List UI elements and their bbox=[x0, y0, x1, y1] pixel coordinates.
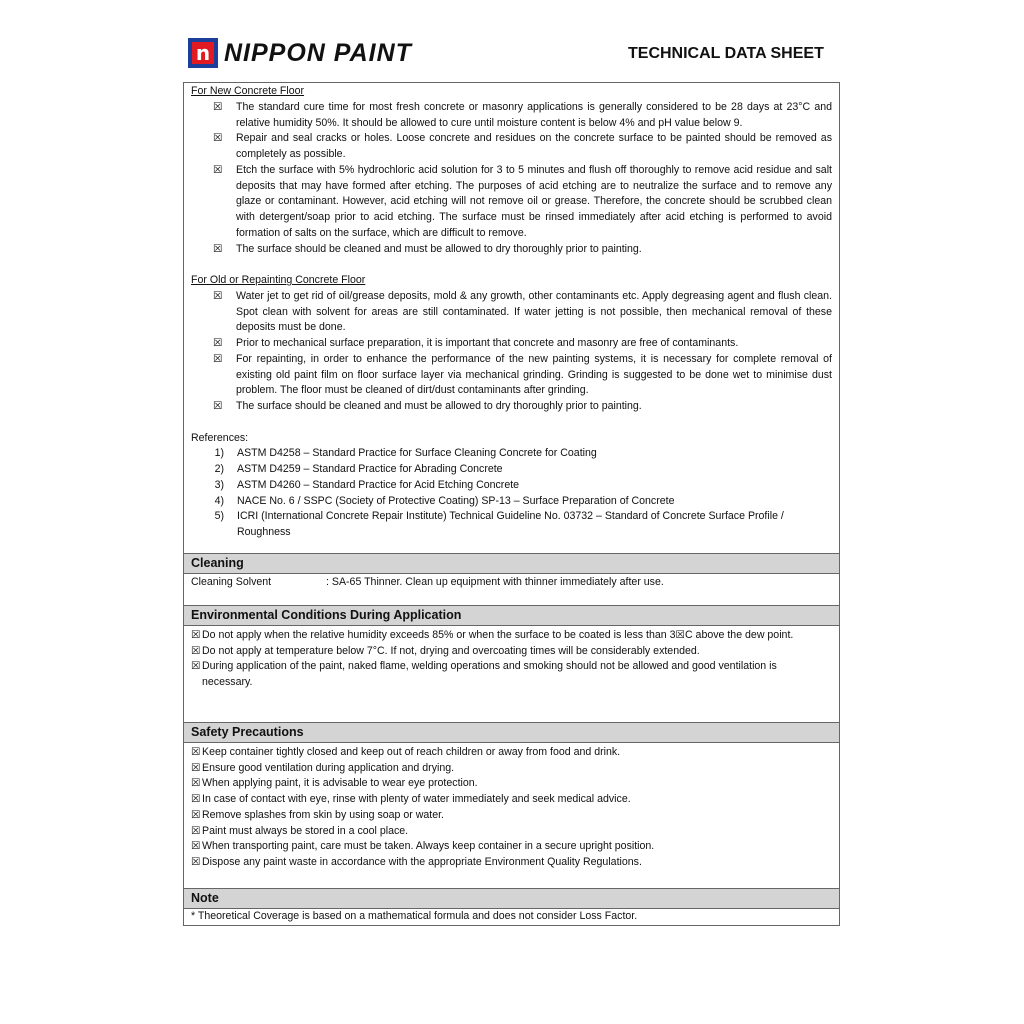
new-floor-subtitle: For New Concrete Floor bbox=[191, 85, 305, 97]
reference-number: 4) bbox=[214, 494, 224, 507]
bullet-icon: ☒ bbox=[213, 337, 223, 349]
list-item bbox=[184, 824, 839, 840]
reference-number: 2) bbox=[214, 463, 224, 475]
bullet-icon: ☒ bbox=[191, 808, 201, 821]
list-item-text: Keep container tightly closed and keep out of reach children or away from food and drink. bbox=[202, 745, 621, 758]
list-item bbox=[184, 776, 839, 792]
bullet-icon: ☒ bbox=[213, 352, 223, 365]
logo-mark-icon: n bbox=[188, 38, 218, 68]
bullet-icon: ☒ bbox=[191, 777, 201, 790]
list-item bbox=[184, 131, 839, 163]
bullet-icon: ☒ bbox=[191, 824, 201, 837]
cleaning-section bbox=[184, 553, 839, 605]
environment-heading: Environmental Conditions During Application bbox=[184, 606, 839, 626]
cleaning-value: : SA-65 Thinner. Clean up equipment with thinner immediately after use. bbox=[326, 575, 664, 588]
references-list bbox=[184, 446, 839, 541]
bullet-icon: ☒ bbox=[191, 660, 201, 673]
document-title: TECHNICAL DATA SHEET bbox=[628, 45, 824, 62]
list-item-text: Etch the surface with 5% hydrochloric acid solution for 3 to 5 minutes and flush off thoroughly to remove acid residue and salt deposits that may have formed after etching. The purposes of acid etching are to neutralize the surface and to remove any glaze or contaminant. However, acid etching will not remove oil or grease. Therefore, the concrete should be scrubbed clean with detergent/soap prior to acid etching. The surface must be rinsed immediately after acid etching is performed to avoid formation of salts on the surface, which are difficult to remove. bbox=[236, 163, 832, 239]
surface-preparation-section bbox=[184, 83, 839, 553]
list-item bbox=[184, 761, 839, 777]
safety-list bbox=[184, 743, 839, 871]
list-item bbox=[184, 659, 839, 691]
bullet-icon: ☒ bbox=[213, 163, 223, 176]
bullet-icon: ☒ bbox=[213, 242, 223, 255]
list-item-text: The standard cure time for most fresh concrete or masonry applications is generally considered to be 28 days at 23°C and relative humidity 50%. It should be allowed to cure until moisture content is below 4% and pH value below 9. bbox=[236, 100, 832, 129]
references-title: References: bbox=[191, 431, 249, 444]
reference-number: 5) bbox=[214, 510, 224, 523]
list-item-text: During application of the paint, naked flame, welding operations and smoking should not be allowed and good ventilation is necessary. bbox=[202, 660, 777, 688]
list-item bbox=[184, 628, 839, 644]
environment-list bbox=[184, 626, 839, 691]
old-floor-list bbox=[184, 289, 839, 415]
list-item-text: For repainting, in order to enhance the performance of the new painting systems, it is necessary for complete removal of existing old paint film on floor surface layer via mechanical grinding. Grinding is suggested to be done wet to minimise dust problem. The floor must be cleaned of dirt/dust contaminants after grinding. bbox=[236, 352, 832, 397]
note-text: * Theoretical Coverage is based on a mathematical formula and does not consider Loss Factor. bbox=[191, 909, 638, 922]
nippon-paint-logo bbox=[188, 38, 412, 68]
list-item-text: Repair and seal cracks or holes. Loose concrete and residues on the concrete surface to be painted should be removed as completely as possible. bbox=[236, 132, 832, 160]
list-item bbox=[184, 745, 839, 761]
list-item-text: The surface should be cleaned and must be allowed to dry thoroughly prior to painting. bbox=[236, 400, 642, 412]
list-item bbox=[184, 100, 839, 132]
list-item-text: When transporting paint, care must be taken. Always keep container in a secure upright position. bbox=[202, 840, 655, 853]
list-item-text: Do not apply at temperature below 7°C. If not, drying and overcoating times will be considerably extended. bbox=[202, 644, 700, 657]
list-item bbox=[184, 242, 839, 258]
list-item-text: Prior to mechanical surface preparation, it is important that concrete and masonry are free of contaminants. bbox=[236, 337, 739, 349]
datasheet-body bbox=[183, 82, 840, 926]
safety-heading: Safety Precautions bbox=[184, 723, 839, 743]
list-item bbox=[184, 399, 839, 415]
logo-text: NIPPON PAINT bbox=[224, 38, 412, 67]
bullet-icon: ☒ bbox=[191, 761, 201, 774]
bullet-icon: ☒ bbox=[213, 289, 223, 302]
bullet-icon: ☒ bbox=[191, 745, 201, 758]
list-item bbox=[184, 839, 839, 855]
old-floor-subtitle: For Old or Repainting Concrete Floor bbox=[191, 274, 366, 286]
list-item-text: Do not apply when the relative humidity exceeds 85% or when the surface to be coated is less than 3☒C above the dew point. bbox=[202, 628, 794, 641]
list-item-text: In case of contact with eye, rinse with plenty of water immediately and seek medical advice. bbox=[202, 793, 631, 805]
list-item-text: Ensure good ventilation during application and drying. bbox=[202, 761, 455, 774]
reference-number: 3) bbox=[214, 478, 224, 491]
list-item-text: Dispose any paint waste in accordance with the appropriate Environment Quality Regulations. bbox=[202, 856, 642, 868]
list-item bbox=[184, 644, 839, 660]
reference-text: ASTM D4258 – Standard Practice for Surface Cleaning Concrete for Coating bbox=[237, 447, 597, 460]
bullet-icon: ☒ bbox=[213, 400, 223, 412]
reference-text: ASTM D4260 – Standard Practice for Acid Etching Concrete bbox=[237, 478, 520, 491]
reference-item bbox=[184, 509, 839, 541]
reference-number: 1) bbox=[214, 447, 224, 460]
reference-text: ASTM D4259 – Standard Practice for Abrading Concrete bbox=[237, 463, 503, 475]
list-item bbox=[184, 163, 839, 242]
list-item bbox=[184, 808, 839, 824]
cleaning-heading: Cleaning bbox=[184, 554, 839, 574]
list-item bbox=[184, 352, 839, 399]
safety-section bbox=[184, 722, 839, 888]
list-item-text: Remove splashes from skin by using soap or water. bbox=[202, 808, 445, 821]
list-item-text: Water jet to get rid of oil/grease deposits, mold & any growth, other contaminants etc. Apply degreasing agent and flush clean. Spot clean with solvent for areas are still contaminated. If water jetting is not possible, then mechanical removal of these deposits must be done. bbox=[236, 289, 832, 334]
cleaning-label: Cleaning Solvent bbox=[191, 575, 272, 588]
note-section bbox=[184, 888, 839, 925]
list-item-text: When applying paint, it is advisable to wear eye protection. bbox=[202, 777, 478, 790]
reference-item bbox=[184, 462, 839, 478]
environment-section bbox=[184, 605, 839, 722]
list-item-text: Paint must always be stored in a cool place. bbox=[202, 824, 409, 837]
reference-item bbox=[184, 494, 839, 510]
list-item bbox=[184, 855, 839, 871]
bullet-icon: ☒ bbox=[213, 100, 223, 113]
reference-item bbox=[184, 478, 839, 494]
note-heading: Note bbox=[184, 889, 839, 909]
reference-text: ICRI (International Concrete Repair Institute) Technical Guideline No. 03732 – Standard of Concrete Surface Profile / Roughness bbox=[237, 510, 784, 538]
bullet-icon: ☒ bbox=[213, 132, 223, 145]
reference-text: NACE No. 6 / SSPC (Society of Protective Coating) SP-13 – Surface Preparation of Concrete bbox=[237, 494, 675, 507]
reference-item bbox=[184, 446, 839, 462]
bullet-icon: ☒ bbox=[191, 628, 201, 641]
bullet-icon: ☒ bbox=[191, 840, 201, 853]
list-item bbox=[184, 792, 839, 808]
new-floor-list bbox=[184, 100, 839, 258]
list-item bbox=[184, 289, 839, 336]
list-item-text: The surface should be cleaned and must be allowed to dry thoroughly prior to painting. bbox=[236, 242, 642, 255]
bullet-icon: ☒ bbox=[191, 856, 201, 868]
bullet-icon: ☒ bbox=[191, 793, 201, 805]
bullet-icon: ☒ bbox=[191, 644, 201, 657]
list-item bbox=[184, 336, 839, 352]
